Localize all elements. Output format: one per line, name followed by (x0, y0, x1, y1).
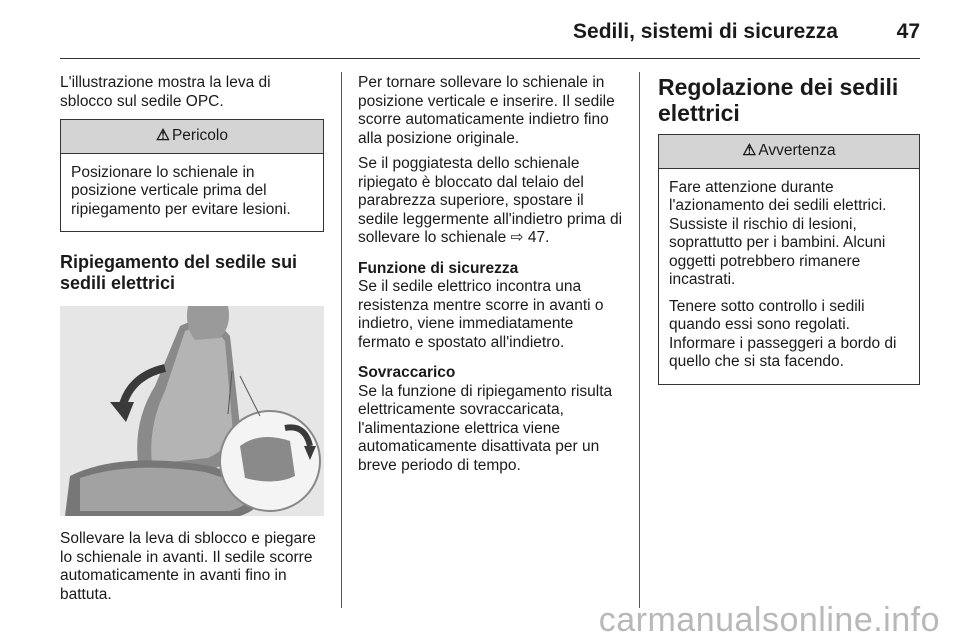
page-number: 47 (896, 20, 920, 43)
danger-title: Pericolo (171, 127, 228, 144)
headrest-text (358, 155, 624, 248)
overload-paragraph (358, 364, 624, 475)
header-title: Sedili, sistemi di sicurezza (573, 20, 838, 43)
column-1 (60, 74, 324, 611)
column-2 (358, 74, 624, 482)
caution-text-1: Fare attenzione durante l'azionamento dei sedili elettrici. Sussiste il rischio di lesioni, soprattutto per i bambini. Alcuni oggetti potrebbero rimanere incastrati. (669, 178, 887, 288)
safety-paragraph (358, 260, 624, 353)
intro-text: L'illustrazione mostra la leva di sblocco sul sedile OPC. (60, 74, 271, 110)
headrest-text-body: Se il poggiatesta dello schienale ripiegato è bloccato dal telaio del parabrezza superiore, spostare il sedile leggermente all'indietro prima di sollevare lo schienale (358, 155, 623, 246)
safety-text: Se il sedile elettrico incontra una resistenza mentre scorre in avanti o indietro, viene immediatamente fermato e spostato all'indietro. (358, 278, 604, 351)
page-header (60, 16, 920, 54)
danger-text: Posizionare lo schienale in posizione verticale prima del ripiegamento per evitare lesioni. (71, 163, 291, 218)
column-divider-1 (341, 72, 342, 608)
overload-text: Se la funzione di ripiegamento risulta elettricamente sovraccaricata, l'alimentazione elettrica viene automaticamente disattivata per un breve periodo di tempo. (358, 382, 613, 474)
danger-box (60, 119, 324, 232)
page-ref[interactable]: 47. (527, 229, 550, 246)
caution-title: Avvertenza (758, 142, 836, 159)
caution-text-2: Tenere sotto controllo i sedili quando essi sono regolati. Informare i passeggeri a bordo di quello che si sta facendo. (669, 297, 897, 370)
seat-illustration (60, 306, 324, 516)
column-divider-2 (639, 72, 640, 608)
folding-instructions: Sollevare la leva di sblocco e piegare lo schienale in avanti. Il sedile scorre automaticamente in avanti fino in battuta. (60, 530, 316, 603)
column-3 (658, 74, 920, 405)
caution-box-body (659, 169, 919, 384)
warning-triangle-icon: ⚠ (742, 142, 757, 159)
page-ref-arrow-icon: ⇨ (510, 229, 524, 246)
danger-box-body (61, 154, 323, 232)
safety-title: Funzione di sicurezza (358, 259, 519, 277)
watermark: carmanualsonline.info (598, 601, 940, 639)
warning-triangle-icon: ⚠ (156, 127, 170, 144)
caution-box (658, 134, 920, 385)
danger-box-header (61, 120, 323, 154)
section-title-electric-seats: Regolazione dei sedili elettrici (658, 74, 899, 126)
return-text: Per tornare sollevare lo schienale in posizione verticale e inserire. Il sedile scorre automaticamente indietro fino alla posizione originale. (358, 74, 615, 147)
caution-box-header (659, 135, 919, 169)
overload-title: Sovraccarico (358, 364, 456, 381)
header-rule (60, 58, 920, 59)
section-title-folding: Ripiegamento del sedile sui sedili elettrici (60, 252, 298, 293)
